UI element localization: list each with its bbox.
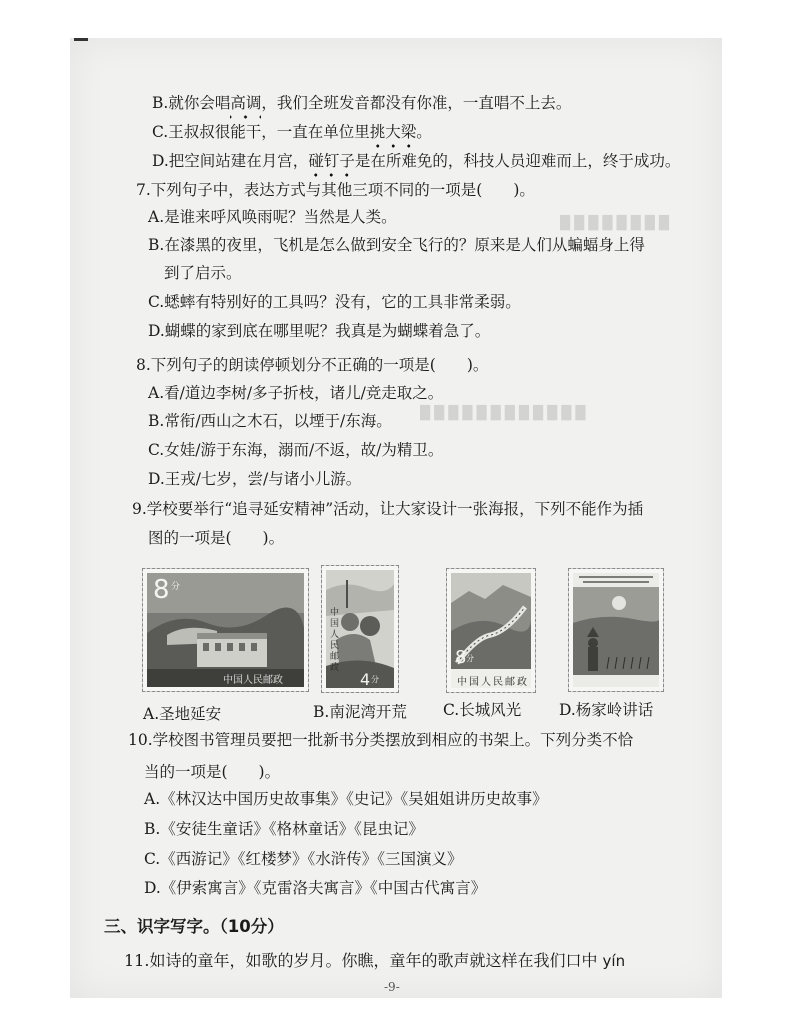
- pinyin-prompt: yín: [602, 952, 626, 970]
- stamp-image-a: [143, 569, 308, 691]
- stamp-caption-b: B.南泥湾开荒: [313, 703, 407, 721]
- dotted-word: 碰钉子: [308, 152, 355, 170]
- section-title: 三、识字写字。（10分）: [104, 917, 284, 936]
- stamp-image-b: [322, 566, 398, 692]
- q7-option-d: D.蝴蝶的家到底在哪里呢？我真是为蝴蝶着急了。: [148, 322, 491, 340]
- q7-option-b: B.在漆黑的夜里，飞机是怎么做到安全飞行的？原来是人们从蝙蝠身上得: [148, 236, 645, 254]
- stamp-a-inscription: 中国人民邮政: [223, 675, 283, 686]
- q8-option-c: C.女娃/游于东海，溺而/不返，故/为精卫。: [148, 441, 444, 459]
- q10-option-b: B.《安徒生童话》《格林童话》《昆虫记》: [144, 820, 424, 838]
- option-text: 。: [416, 123, 432, 141]
- q11-sentence: 11.如诗的童年，如歌的岁月。你瞧，童年的歌声就这样在我们口中: [124, 951, 598, 970]
- q6-option-c: [152, 121, 432, 143]
- stamp-a-unit: 分: [171, 582, 181, 592]
- stamp-b-unit: 分: [371, 675, 379, 684]
- stamp-c-denomination: 8: [455, 647, 467, 668]
- q7-stem: 7.下列句子中，表达方式与其他三项不同的一项是( )。: [136, 181, 535, 199]
- stamp-b-inscription: 中国人民邮政: [330, 608, 340, 673]
- option-text: D.把空间站建在月宫，: [152, 152, 309, 170]
- stamp-d-art: [573, 573, 659, 687]
- stamp-c-unit: 分: [466, 654, 474, 663]
- corner-mark: [74, 38, 88, 41]
- bleed-through-text: █ █ █ █ █ █ █ █: [560, 216, 669, 231]
- stamp-c-art: [451, 573, 531, 688]
- q11-text: [124, 950, 625, 972]
- stamp-caption-c: C.长城风光: [443, 701, 522, 719]
- q7-option-a: A.是谁来呼风唤雨呢？当然是人类。: [148, 208, 397, 226]
- stamp-b-denomination: 4: [360, 670, 371, 689]
- stamp-image-d: [569, 569, 663, 691]
- q8-option-b: B.常衔/西山之木石，以堙于/东海。: [148, 412, 392, 430]
- page-number: -9-: [384, 980, 400, 994]
- q10-option-c: C.《西游记》《红楼梦》《水浒传》《三国演义》: [144, 850, 463, 868]
- q10-option-d: D.《伊索寓言》《克雷洛夫寓言》《中国古代寓言》: [144, 879, 487, 897]
- q7-option-c: C.蟋蟀有特别好的工具吗？没有，它的工具非常柔弱。: [148, 293, 521, 311]
- option-text: ，我们全班发音都没有你准，一直唱不上去。: [261, 94, 572, 112]
- option-text: 是在所难免的，科技人员迎难而上，终于成功。: [354, 152, 681, 170]
- q6-option-d: [152, 150, 680, 172]
- q6-option-b: [152, 92, 571, 114]
- q9-stem: 9.学校要举行“追寻延安精神”活动，让大家设计一张海报，下列不能作为插: [132, 500, 644, 518]
- q10-option-a: A.《林汉达中国历史故事集》《史记》《吴姐姐讲历史故事》: [144, 790, 548, 808]
- stamp-caption-d: D.杨家岭讲话: [559, 701, 654, 719]
- q8-stem: 8.下列句子的朗读停顿划分不正确的一项是( )。: [136, 356, 489, 374]
- stamp-c-inscription: 中国人民邮政: [457, 677, 529, 688]
- stamp-caption-a: A.圣地延安: [143, 705, 222, 723]
- q8-option-d: D.王戎/七岁，尝/与诸小儿游。: [148, 470, 362, 488]
- option-text: B.就你会唱: [152, 94, 231, 112]
- option-text: C.王叔叔很能干，一直在单位里: [152, 123, 370, 141]
- dotted-word: 高调: [230, 94, 262, 112]
- stamp-a-denomination: 8: [153, 575, 170, 605]
- q7-option-b-cont: 到了启示。: [164, 264, 242, 282]
- q8-option-a: A.看/道边李树/多子折枝，诸儿/竞走取之。: [148, 384, 444, 402]
- bleed-through-text: █ █ █ █ █ █ █ █ █ █ █ █: [420, 406, 586, 421]
- q9-stem-cont: 图的一项是( )。: [148, 529, 285, 547]
- stamp-image-c: [447, 569, 535, 692]
- q10-stem: 10.学校图书管理员要把一批新书分类摆放到相应的书架上。下列分类不恰: [128, 731, 634, 749]
- q10-stem-cont: 当的一项是( )。: [144, 763, 281, 781]
- dotted-word: 挑大梁: [369, 123, 417, 141]
